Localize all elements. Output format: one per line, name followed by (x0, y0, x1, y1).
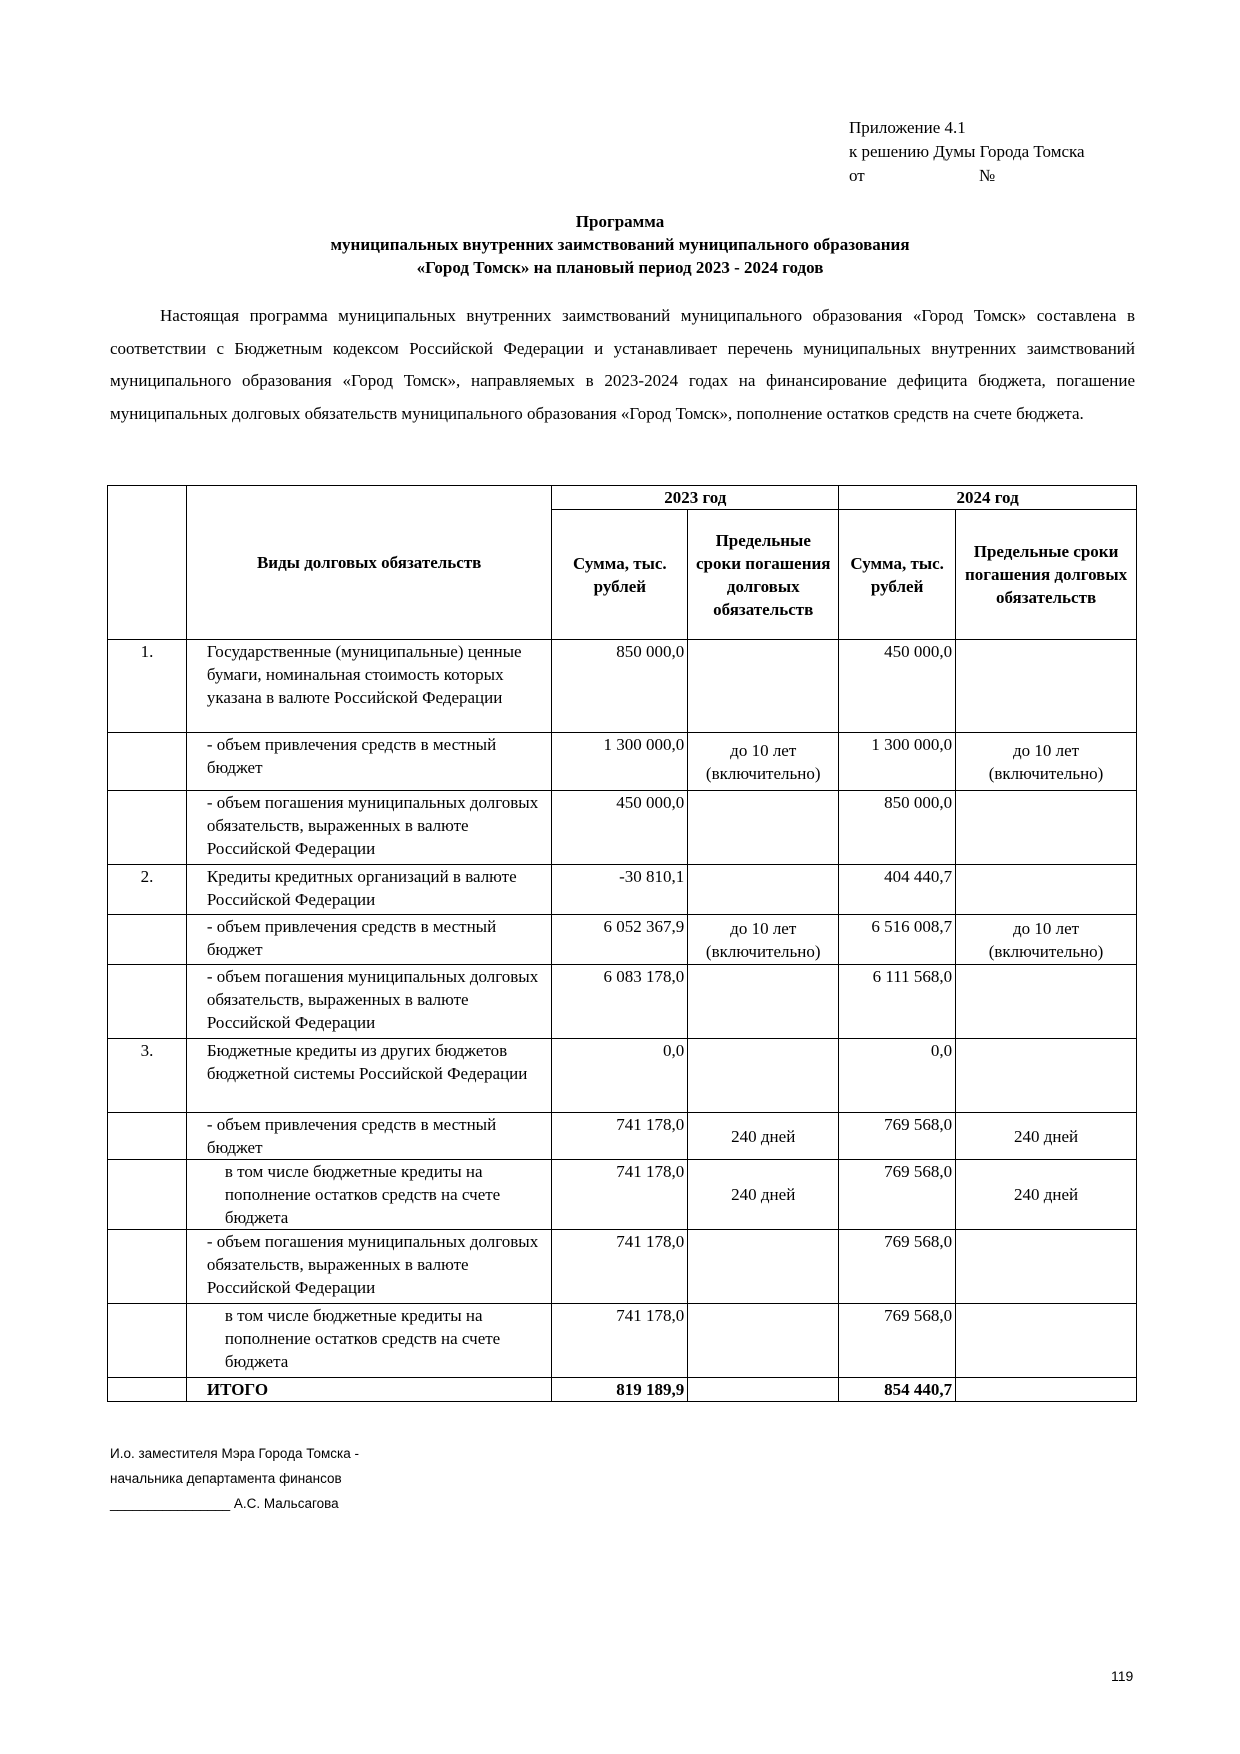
header-year-2024: 2024 год (839, 486, 1137, 510)
header-term-2023: Предельные сроки погашения долговых обязательств (688, 510, 839, 640)
row-term-2024 (956, 1039, 1137, 1113)
row-sum-2024: 769 568,0 (839, 1113, 956, 1160)
document-title (0, 210, 1240, 279)
row-number: 3. (108, 1039, 187, 1113)
total-term-2024 (956, 1378, 1137, 1402)
appendix-from: от (849, 166, 865, 185)
row-sum-2024: 1 300 000,0 (839, 733, 956, 791)
row-name: в том числе бюджетные кредиты на пополнение остатков средств на счете бюджета (186, 1160, 552, 1230)
row-term-2024 (956, 791, 1137, 865)
signature-line-3: ________________ А.С. Мальсагова (110, 1496, 339, 1511)
appendix-line-2: к решению Думы Города Томска (849, 142, 1085, 161)
table-row (108, 915, 1137, 965)
total-num-cell (108, 1378, 187, 1402)
row-sum-2024: 0,0 (839, 1039, 956, 1113)
signature-line-1: И.о. заместителя Мэра Города Томска - (110, 1446, 359, 1461)
row-term-2023: до 10 лет (включительно) (688, 733, 839, 791)
row-name: - объем привлечения средств в местный бюджет (186, 733, 552, 791)
page-number: 119 (1111, 1668, 1134, 1684)
appendix-line-1: Приложение 4.1 (849, 118, 966, 137)
table-row (108, 1160, 1137, 1230)
row-term-2024: до 10 лет (включительно) (956, 733, 1137, 791)
row-sum-2023: 0,0 (552, 1039, 688, 1113)
total-sum-2023: 819 189,9 (552, 1378, 688, 1402)
row-number (108, 791, 187, 865)
row-sum-2023: 450 000,0 (552, 791, 688, 865)
row-name: - объем привлечения средств в местный бюджет (186, 1113, 552, 1160)
row-name: - объем погашения муниципальных долговых обязательств, выраженных в валюте Российской Федерации (186, 1230, 552, 1304)
row-name: - объем погашения муниципальных долговых обязательств, выраженных в валюте Российской Федерации (186, 965, 552, 1039)
row-term-2023: 240 дней (688, 1160, 839, 1230)
row-number (108, 965, 187, 1039)
row-term-2023: 240 дней (688, 1113, 839, 1160)
row-term-2023 (688, 1039, 839, 1113)
row-number (108, 915, 187, 965)
row-term-2024 (956, 1304, 1137, 1378)
total-row (108, 1378, 1137, 1402)
row-term-2024: 240 дней (956, 1113, 1137, 1160)
intro-paragraph: Настоящая программа муниципальных внутренних заимствований муниципального образования «Город Томск» составлена в соответствии с Бюджетным кодексом Российской Федерации и устанавливает перечень муниципальных внутренних заимствований муниципального образования «Город Томск», направляемых в 2023-2024 годах на финансирование дефицита бюджета, погашение муниципальных долговых обязательств муниципального образования «Город Томск», пополнение остатков средств на счете бюджета. (110, 306, 1135, 423)
row-term-2024 (956, 1230, 1137, 1304)
signature-block (110, 1441, 359, 1516)
total-sum-2024: 854 440,7 (839, 1378, 956, 1402)
row-sum-2024: 6 111 568,0 (839, 965, 956, 1039)
row-term-2024 (956, 640, 1137, 733)
table-row (108, 965, 1137, 1039)
debt-table (107, 485, 1137, 1402)
row-sum-2024: 450 000,0 (839, 640, 956, 733)
row-sum-2024: 769 568,0 (839, 1160, 956, 1230)
header-num-cell (108, 486, 187, 640)
row-sum-2023: 741 178,0 (552, 1113, 688, 1160)
row-sum-2023: 6 052 367,9 (552, 915, 688, 965)
header-year-2023: 2023 год (552, 486, 839, 510)
row-name: - объем привлечения средств в местный бюджет (186, 915, 552, 965)
appendix-number-sign: № (978, 166, 996, 185)
row-number (108, 1304, 187, 1378)
row-number (108, 1160, 187, 1230)
appendix-line-3 (849, 164, 1085, 188)
row-number (108, 1230, 187, 1304)
row-sum-2023: 6 083 178,0 (552, 965, 688, 1039)
row-name: Кредиты кредитных организаций в валюте Российской Федерации (186, 865, 552, 915)
row-name: Бюджетные кредиты из других бюджетов бюджетной системы Российской Федерации (186, 1039, 552, 1113)
row-term-2023: до 10 лет (включительно) (688, 915, 839, 965)
table-row (108, 791, 1137, 865)
row-name: Государственные (муниципальные) ценные бумаги, номинальная стоимость которых указана в валюте Российской Федерации (186, 640, 552, 733)
row-term-2024 (956, 865, 1137, 915)
row-sum-2024: 769 568,0 (839, 1230, 956, 1304)
row-sum-2023: -30 810,1 (552, 865, 688, 915)
row-term-2023 (688, 791, 839, 865)
appendix-header (849, 116, 1085, 188)
table-row (108, 733, 1137, 791)
signature-line-2: начальника департамента финансов (110, 1471, 342, 1486)
row-term-2024 (956, 965, 1137, 1039)
row-term-2024: до 10 лет (включительно) (956, 915, 1137, 965)
row-number: 2. (108, 865, 187, 915)
row-sum-2024: 6 516 008,7 (839, 915, 956, 965)
total-label: ИТОГО (186, 1378, 552, 1402)
row-sum-2023: 741 178,0 (552, 1230, 688, 1304)
total-term-2023 (688, 1378, 839, 1402)
row-name: в том числе бюджетные кредиты на пополнение остатков средств на счете бюджета (186, 1304, 552, 1378)
row-term-2023 (688, 1230, 839, 1304)
table-row (108, 1039, 1137, 1113)
row-sum-2023: 741 178,0 (552, 1160, 688, 1230)
table-row (108, 640, 1137, 733)
table-row (108, 1230, 1137, 1304)
row-term-2023 (688, 965, 839, 1039)
row-term-2024: 240 дней (956, 1160, 1137, 1230)
row-sum-2024: 404 440,7 (839, 865, 956, 915)
row-term-2023 (688, 640, 839, 733)
row-sum-2024: 850 000,0 (839, 791, 956, 865)
row-sum-2023: 741 178,0 (552, 1304, 688, 1378)
row-sum-2023: 850 000,0 (552, 640, 688, 733)
row-sum-2023: 1 300 000,0 (552, 733, 688, 791)
header-type: Виды долговых обязательств (186, 486, 552, 640)
table-body (108, 640, 1137, 1402)
row-term-2023 (688, 865, 839, 915)
row-number: 1. (108, 640, 187, 733)
header-term-2024: Предельные сроки погашения долговых обязательств (956, 510, 1137, 640)
row-number (108, 1113, 187, 1160)
row-number (108, 733, 187, 791)
row-name: - объем погашения муниципальных долговых обязательств, выраженных в валюте Российской Федерации (186, 791, 552, 865)
title-line-3: «Город Томск» на плановый период 2023 - 2024 годов (416, 258, 824, 277)
title-line-1: Программа (575, 212, 665, 231)
title-line-2: муниципальных внутренних заимствований муниципального образования (330, 235, 910, 254)
header-row-years (108, 486, 1137, 510)
header-sum-2024: Сумма, тыс. рублей (839, 510, 956, 640)
row-term-2023 (688, 1304, 839, 1378)
header-sum-2023: Сумма, тыс. рублей (552, 510, 688, 640)
table-row (108, 1304, 1137, 1378)
table-row (108, 1113, 1137, 1160)
row-sum-2024: 769 568,0 (839, 1304, 956, 1378)
table-row (108, 865, 1137, 915)
